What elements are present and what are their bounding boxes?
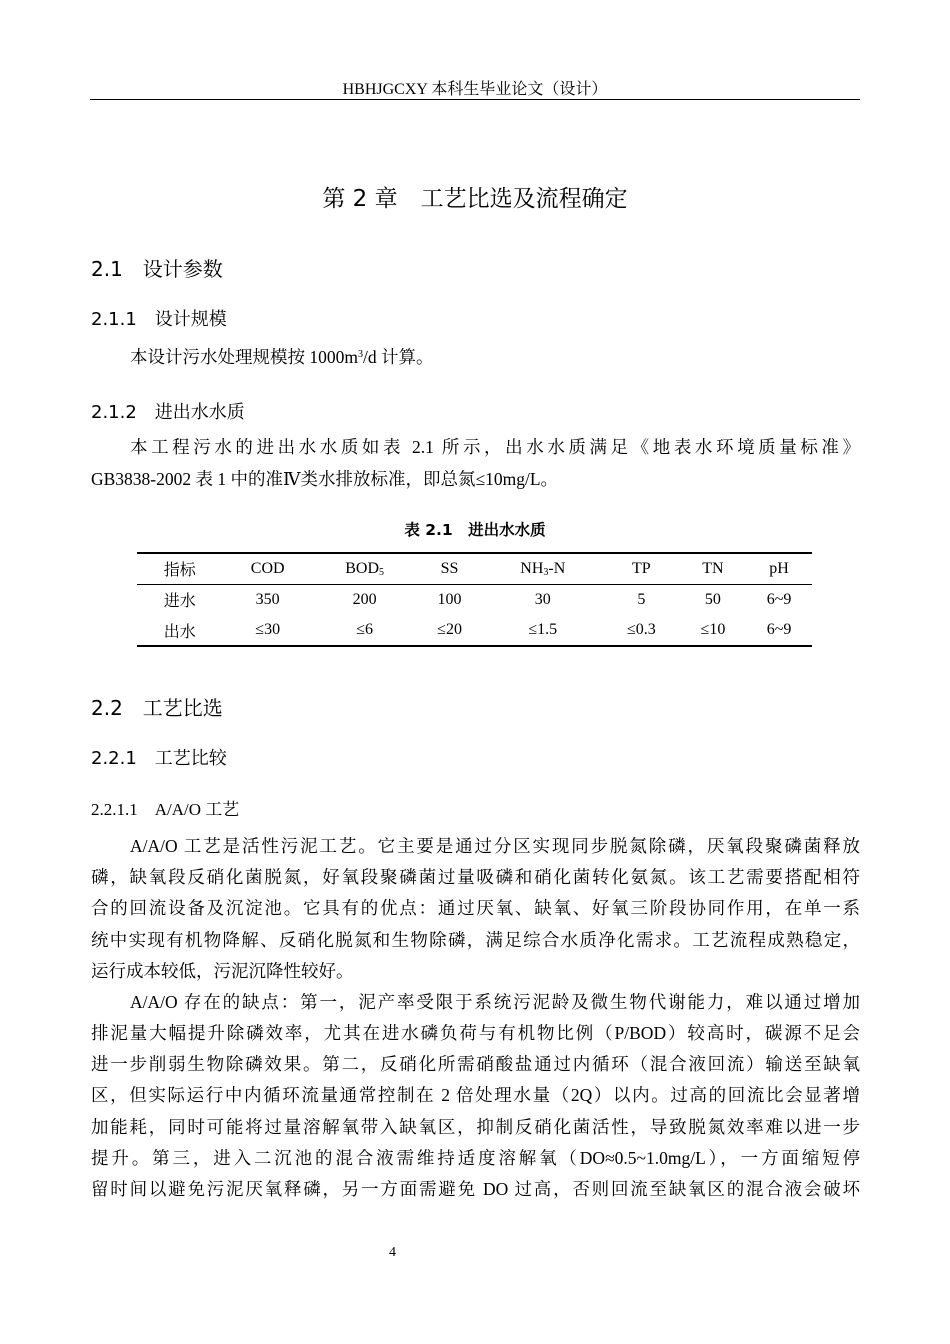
section-2-1-title: 2.1 设计参数 — [91, 257, 223, 281]
table-cell: ≤30 — [255, 621, 281, 638]
paragraph-line: 磷，缺氧段反硝化菌脱氮，好氧段聚磷菌过量吸磷和硝化菌转化氨氮。该工艺需要搭配相符 — [91, 867, 860, 887]
table-cell: 出水 — [163, 623, 196, 641]
table-cell: 6~9 — [766, 621, 792, 638]
paragraph-line: 加能耗，同时可能将过量溶解氧带入缺氧区，抑制反硝化菌活性，导致脱氮效率难以进一步 — [91, 1117, 860, 1137]
header-rule — [90, 99, 860, 100]
section-2-2-title: 2.2 工艺比选 — [91, 696, 223, 720]
header-cell: pH — [769, 559, 789, 577]
section-2-2-1-title: 2.2.1 工艺比较 — [91, 748, 227, 769]
paragraph-line: A/A/O 工艺是活性污泥工艺。它主要是通过分区实现同步脱氮除磷，厌氧段聚磷菌释放 — [130, 836, 860, 856]
table-cell: ≤0.3 — [626, 621, 656, 638]
table-cell: 进水 — [163, 593, 196, 611]
table-cell: 100 — [437, 590, 462, 608]
table-cell: 30 — [534, 590, 551, 608]
paragraph-line: A/A/O 存在的缺点：第一，泥产率受限于系统污泥龄及微生物代谢能力，难以通过增加 — [130, 992, 860, 1012]
page-number: 4 — [389, 1245, 396, 1260]
table-row — [137, 615, 812, 646]
paragraph-line: 运行成本较低，污泥沉降性较好。 — [91, 961, 354, 981]
section-2-1-2-title: 2.1.2 进出水水质 — [91, 402, 245, 423]
table-caption: 表 2.1 进出水水质 — [404, 521, 546, 539]
table-cell: ≤1.5 — [528, 621, 558, 638]
table-cell: 350 — [255, 590, 280, 608]
header-cell: 指标 — [163, 562, 196, 580]
table-cell: 5 — [637, 590, 646, 608]
table-header-row — [137, 553, 812, 584]
paragraph-line: 进一步削弱生物除磷效果。第二，反硝化所需硝酸盐通过内循环（混合液回流）输送至缺氧 — [91, 1054, 860, 1074]
table-cell: 50 — [704, 590, 721, 608]
section-2-1-1-title: 2.1.1 设计规模 — [91, 309, 227, 330]
paragraph-line: 提升。第三，进入二沉池的混合液需维持适度溶解氧（DO≈0.5~1.0mg/L），一方面缩短停 — [91, 1148, 860, 1168]
header-cell: $NH_3-N$ — [520, 559, 566, 578]
header-cell: $BOD_5$ — [345, 559, 385, 578]
header-cell: TP — [632, 559, 651, 577]
paragraph-line: GB3838-2002 表 1 中的准Ⅳ类水排放标准，即总氮≤10mg/L。 — [91, 469, 559, 489]
paragraph-line: 合的回流设备及沉淀池。它具有的优点：通过厌氧、缺氧、好氧三阶段协同作用，在单一系 — [91, 898, 860, 918]
paragraph-line: 区，但实际运行中内循环流量通常控制在 2 倍处理水量（2Q）以内。过高的回流比会显著增 — [91, 1085, 860, 1105]
table-cell: ≤10 — [700, 621, 726, 638]
table-cell: ≤6 — [356, 621, 374, 638]
paragraph-line: 留时间以避免污泥厌氧释磷，另一方面需避免 DO 过高，否则回流至缺氧区的混合液会破坏 — [91, 1179, 860, 1199]
table-cell: 6~9 — [766, 590, 792, 608]
table-cell: ≤20 — [437, 621, 462, 638]
section-2-2-1-1-title: 2.2.1.1 A/A/O 工艺 — [91, 800, 240, 819]
chapter-title: 第 2 章 工艺比选及流程确定 — [322, 186, 628, 212]
header-cell: TN — [702, 559, 724, 577]
header-cell: SS — [440, 559, 459, 577]
table-row — [137, 584, 812, 615]
water-quality-table — [137, 552, 812, 647]
running-header: HBHJGCXY 本科生毕业论文（设计） — [342, 81, 608, 98]
paragraph-line: 本工程污水的进出水水质如表 2.1 所示，出水水质满足《地表水环境质量标准》 — [130, 437, 860, 457]
design-scale-text: 本设计污水处理规模按 $1000m^3/d$ 计算。 — [130, 347, 434, 367]
paragraph-line: 排泥量大幅提升除磷效率，尤其在进水磷负荷与有机物比例（P/BOD）较高时，碳源不足会 — [91, 1023, 860, 1043]
table-cell: 200 — [352, 590, 377, 608]
paragraph-line: 统中实现有机物降解、反硝化脱氮和生物除磷，满足综合水质净化需求。工艺流程成熟稳定， — [91, 930, 860, 950]
header-cell: COD — [250, 559, 285, 577]
